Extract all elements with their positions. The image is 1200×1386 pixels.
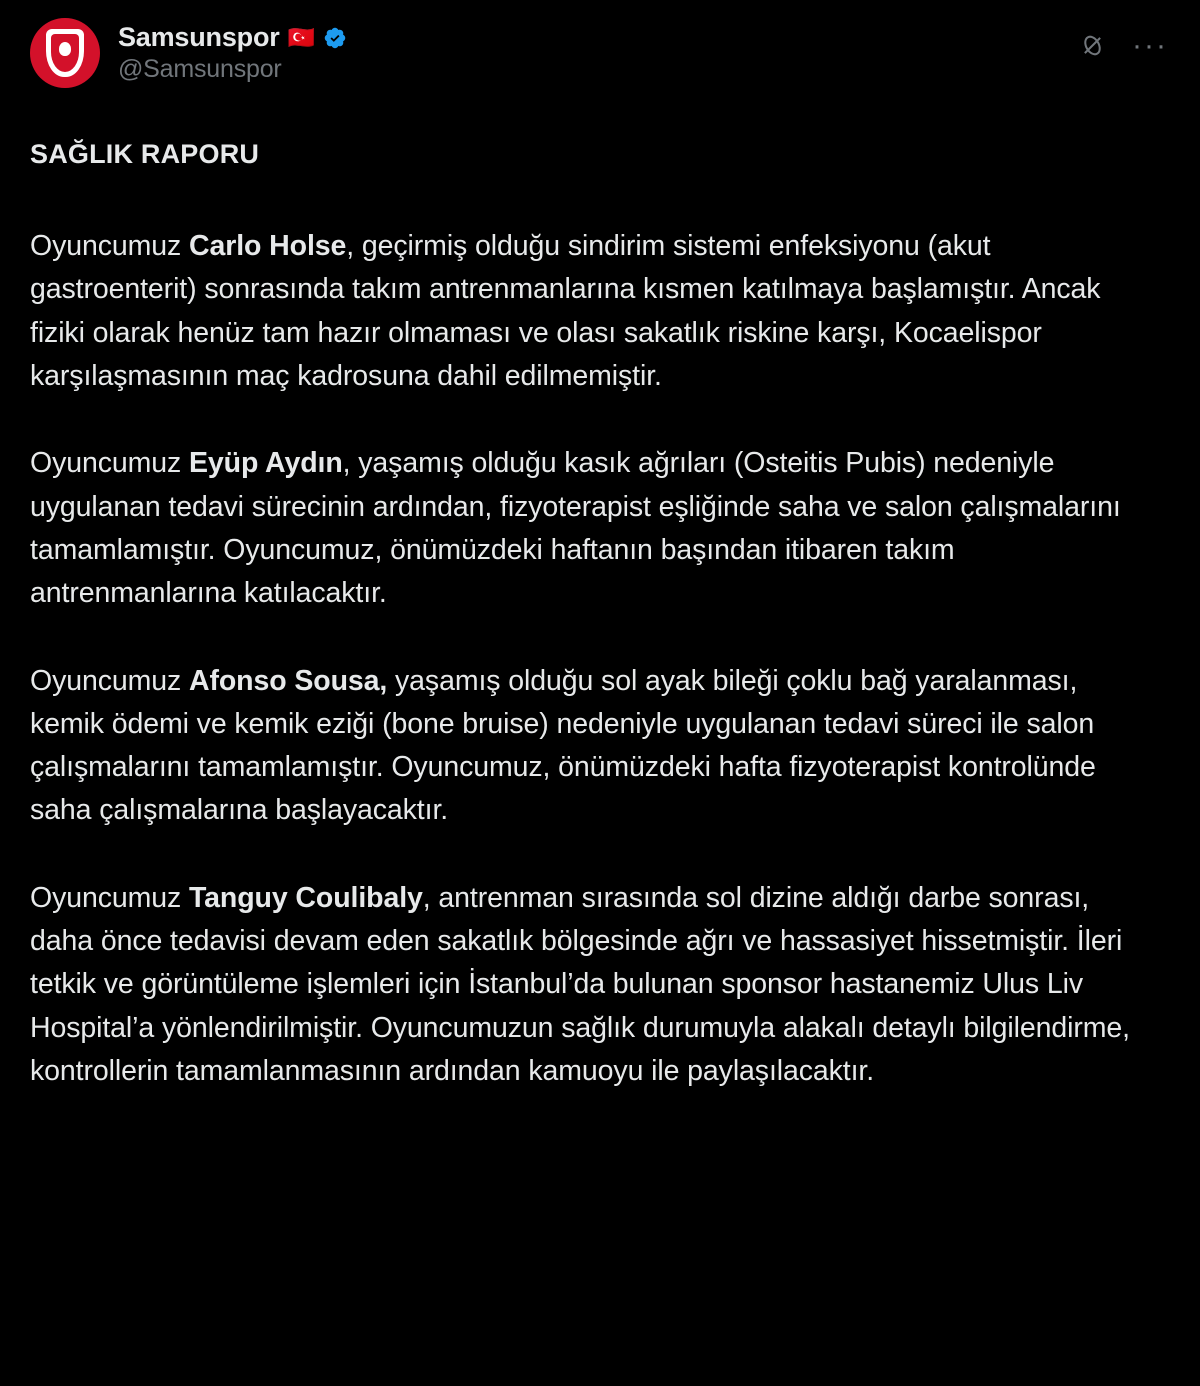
- avatar[interactable]: [30, 18, 100, 88]
- turkey-flag-icon: 🇹🇷: [287, 24, 315, 50]
- display-name-row: [118, 22, 347, 53]
- post-paragraph: [30, 225, 1150, 398]
- player-name: Eyüp Aydın: [188, 447, 343, 480]
- more-dots: ···: [1132, 28, 1168, 62]
- post-paragraph: [30, 660, 1150, 833]
- player-name: Afonso Sousa,: [188, 664, 388, 697]
- paragraph-rest: , yaşamış olduğu kasık ağrıları (Osteitis Pubis) nedeniyle uygulanan tedavi sürecinin ardından, fizyoterapist eşliğinde saha ve salon çalışmalarını tamamlamıştır. Oyuncumuz, önümüzdeki haftanın başından itibaren takım antrenmanlarına katılacaktır.: [30, 447, 1121, 610]
- player-name: Carlo Holse: [188, 230, 347, 263]
- author-names: [118, 18, 347, 84]
- paragraph-rest: yaşamış olduğu sol ayak bileği çoklu bağ yaralanması, kemik ödemi ve kemik eziği (bone bruise) nedeniyle uygulanan tedavi süreci ile salon çalışmalarını tamamlamıştır. Oyuncumuz, önümüzdeki hafta fizyoterapist kontrolünde saha çalışmalarına başlayacaktır.: [30, 664, 1096, 827]
- paragraph-lead: Oyuncumuz: [30, 881, 189, 914]
- grok-actions-icon[interactable]: [1079, 32, 1106, 59]
- paragraph-rest: , geçirmiş olduğu sindirim sistemi enfeksiyonu (akut gastroenterit) sonrasında takım antrenmanlarına kısmen katılmaya başlamıştır. Ancak fiziki olarak henüz tam hazır olmaması ve olası sakatlık riskine karşı, Kocaelispor karşılaşmasının maç kadrosuna dahil edilmemiştir.: [30, 230, 1101, 392]
- display-name[interactable]: Samsunspor: [118, 22, 280, 52]
- post-title: SAĞLIK RAPORU: [30, 139, 260, 169]
- club-crest-icon: [46, 29, 84, 77]
- post-header: [30, 18, 1170, 104]
- post-header-actions: [1079, 28, 1168, 62]
- player-name: Tanguy Coulibaly: [188, 881, 423, 914]
- paragraph-lead: Oyuncumuz: [30, 664, 189, 697]
- paragraph-lead: Oyuncumuz: [30, 230, 189, 263]
- verified-badge-icon: [323, 26, 347, 50]
- post-paragraph: [30, 877, 1150, 1094]
- club-crest-inner: [51, 34, 79, 72]
- author-handle[interactable]: @Samsunspor: [118, 55, 282, 83]
- paragraph-lead: Oyuncumuz: [30, 447, 189, 480]
- more-options-icon[interactable]: [1132, 28, 1168, 62]
- post-paragraph: [30, 442, 1150, 615]
- post-body: [30, 134, 1170, 1093]
- paragraph-rest: , antrenman sırasında sol dizine aldığı darbe sonrası, daha önce tedavisi devam eden sakatlık bölgesinde ağrı ve hassasiyet hissetmiştir. İleri tetkik ve görüntüleme işlemleri için İstanbul’da bulunan sponsor hastanemiz Ulus Liv Hospital’a yönlendirilmiştir. Oyuncumuzun sağlık durumuyla alakalı detaylı bilgilendirme, kontrollerin tamamlanmasının ardından kamuoyu ile paylaşılacaktır.: [30, 881, 1130, 1088]
